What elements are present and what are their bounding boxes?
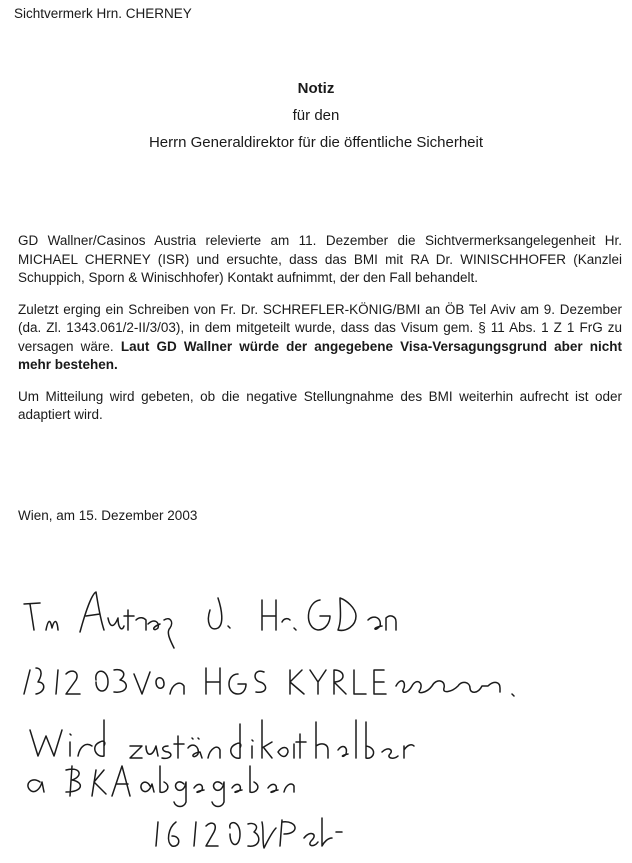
date-line: Wien, am 15. Dezember 2003 xyxy=(18,508,198,523)
handwriting-line-4-stroke xyxy=(28,766,294,807)
title-block xyxy=(0,80,632,151)
document-recipient: Herrn Generaldirektor für die öffentliche Sicherheit xyxy=(148,134,484,151)
paragraph-1: GD Wallner/Casinos Austria relevierte am 11. Dezember die Sichtvermerksangelegenheit Hr. MICHAEL CHERNEY (ISR) und ersuchte, dass das BMI mit RA Dr. WINISCHHOFER (Kanzlei Schuppich, Sporn & Winischhofer) Kontakt aufnimmt, der den Fall behandelt. xyxy=(18,233,622,285)
document-subtitle: für den xyxy=(292,107,340,124)
handwriting-date-stroke xyxy=(156,822,259,846)
handwriting-line-2-stroke xyxy=(24,668,514,696)
header-note: Sichtvermerk Hrn. CHERNEY xyxy=(14,6,192,21)
handwritten-annotation xyxy=(0,570,632,858)
paragraph-3: Um Mitteilung wird gebeten, ob die negative Stellungnahme des BMI weiterhin aufrecht ist oder adaptiert wird. xyxy=(18,388,622,422)
signature-stroke xyxy=(262,818,342,848)
paragraph-2-bold-text: Laut GD Wallner würde der angegebene Visa-Versagungsgrund aber nicht mehr bestehen. xyxy=(18,338,622,372)
document-title: Notiz xyxy=(297,80,335,97)
handwriting-line-1-stroke xyxy=(24,592,396,648)
paragraph-2 xyxy=(18,301,622,375)
handwriting-scribble xyxy=(0,570,632,858)
handwriting-line-3-stroke xyxy=(30,720,414,758)
paragraph-2-text: Zuletzt erging ein Schreiben von Fr. Dr. SCHREFLER-KÖNIG/BMI an ÖB Tel Aviv am 9. Dezember (da. Zl. 1343.061/2-II/3/03), in dem mitgeteilt wurde, dass das Visum gem. § 11 Abs. 1 Z 1 FrG zu versagen wäre. xyxy=(18,301,622,354)
document-body xyxy=(18,232,622,438)
